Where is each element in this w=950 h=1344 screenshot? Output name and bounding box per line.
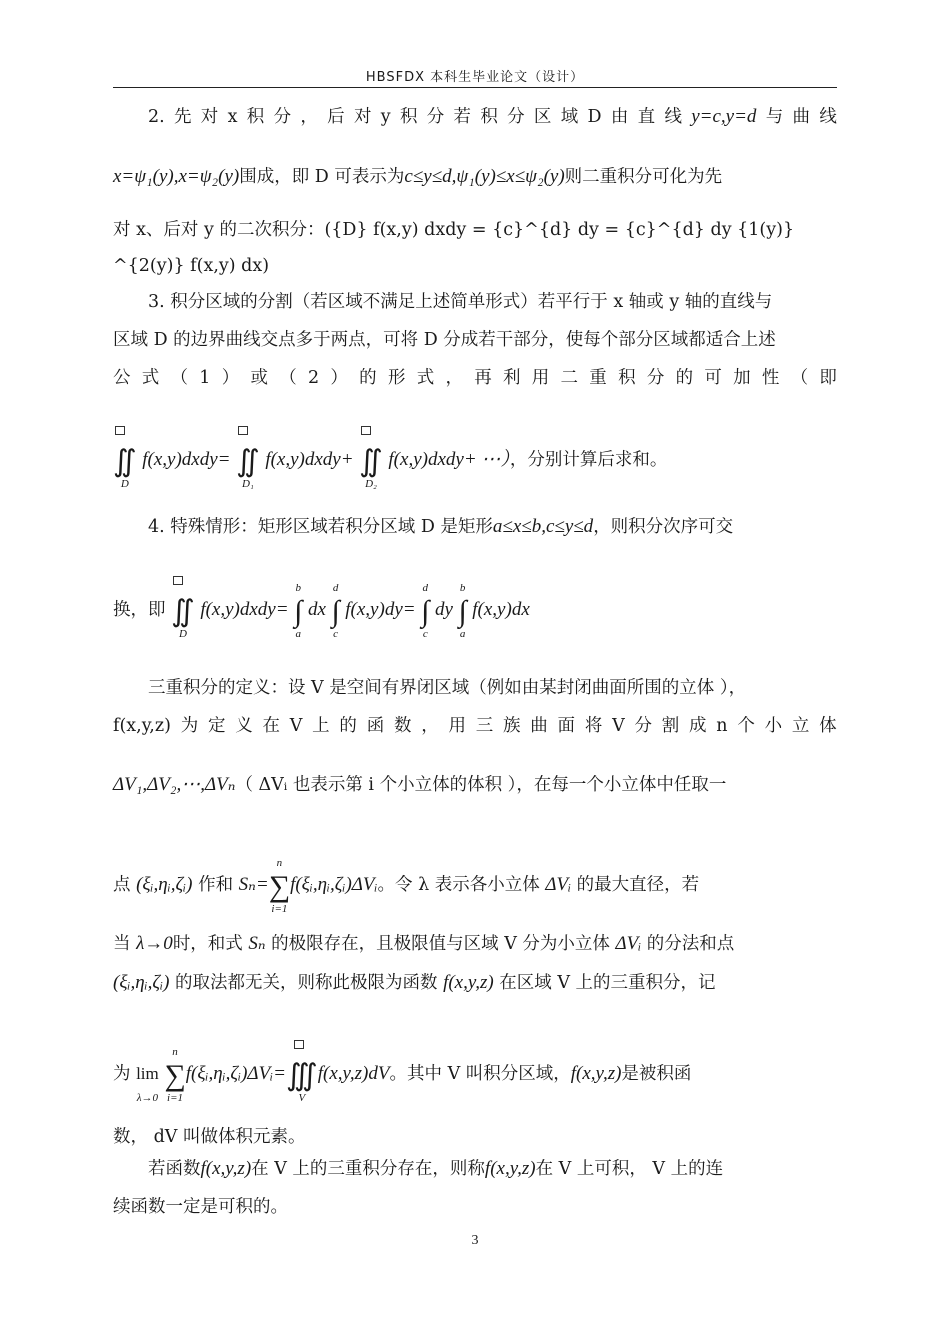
p5-math: f(x,y,z) bbox=[570, 1063, 622, 1084]
formula-term: f(x,y)dxdy bbox=[142, 449, 218, 470]
word: 分 bbox=[646, 368, 665, 388]
word: 线 bbox=[664, 107, 682, 127]
p5-math: f(ξᵢ,ηᵢ,ζᵢ)ΔVᵢ bbox=[290, 874, 378, 895]
p5-text: 在区域 V 上的三重积分，记 bbox=[493, 973, 716, 993]
p6-text: 在 V 上的三重积分存在，则称 bbox=[251, 1159, 485, 1179]
double-integral-symbol: ∬ bbox=[113, 445, 137, 478]
word: 积 bbox=[480, 107, 498, 127]
formula-part: f(x,y)dy= bbox=[345, 599, 416, 620]
word: 族 bbox=[503, 716, 521, 736]
header-rule bbox=[113, 87, 837, 88]
sum-lower: i=1 bbox=[271, 903, 288, 915]
word: f(x,y,z) bbox=[113, 716, 171, 736]
word: 性 bbox=[761, 368, 780, 388]
p2-text: 则二重积分可化为先 bbox=[564, 167, 723, 187]
p5-text: 。令 λ 表示各小立体 bbox=[377, 875, 546, 895]
word: 函 bbox=[366, 716, 385, 736]
word: ， bbox=[300, 107, 318, 127]
integral-symbol: ∫ bbox=[331, 595, 340, 628]
word: 与 bbox=[765, 107, 784, 127]
p4-formula-line bbox=[113, 582, 837, 640]
word: 在 bbox=[262, 716, 280, 736]
word: ， bbox=[445, 368, 463, 388]
p5-math: ΔVᵢ bbox=[615, 933, 642, 954]
p5-line-3 bbox=[113, 773, 837, 797]
word: 由 bbox=[610, 107, 629, 127]
p5-line-6 bbox=[113, 971, 837, 995]
word: 若 bbox=[453, 107, 472, 127]
word: 上 bbox=[312, 716, 330, 736]
word: 先 bbox=[174, 107, 192, 127]
p6-math: f(x,y,z) bbox=[200, 1158, 252, 1179]
word: ） bbox=[330, 368, 348, 388]
word: 即 bbox=[819, 368, 837, 388]
p2-math-region: c≤y≤d,ψ₁(y)≤x≤ψ₂(y) bbox=[404, 166, 565, 187]
p2-math-lines: y=c,y=d bbox=[691, 106, 757, 127]
p4-text: 换，即 bbox=[113, 600, 166, 620]
sum-symbol: ∑ bbox=[164, 1059, 186, 1092]
word: ， bbox=[421, 716, 439, 736]
p3-formula-line: ∬ D f(x,y)dxdy= ∬ D₁ f(x,y)dxdy+ ∬ D₂ f(x,y)dxdy+ ⋯），分别计算后求和。 bbox=[113, 448, 837, 474]
word: 或 bbox=[250, 368, 268, 388]
double-integral-symbol: ∬ bbox=[236, 445, 260, 478]
word: D bbox=[587, 107, 602, 127]
word: 再 bbox=[474, 368, 492, 388]
p4-text: 4. 特殊情形：矩形区域若积分区域 D 是矩形 bbox=[148, 517, 493, 537]
word: 积 bbox=[399, 107, 418, 127]
word: 定 bbox=[207, 716, 226, 736]
word: 直 bbox=[637, 107, 656, 127]
word: 曲 bbox=[792, 107, 811, 127]
word: 用 bbox=[531, 368, 550, 388]
integral-symbol: ∫ bbox=[294, 595, 303, 628]
word: 面 bbox=[557, 716, 576, 736]
integral-lower: c bbox=[422, 628, 428, 640]
word: 2. bbox=[148, 107, 165, 127]
p5-text: 作和 bbox=[192, 875, 239, 895]
word: 区 bbox=[533, 107, 552, 127]
word: 形 bbox=[387, 368, 406, 388]
p5-text: 。其中 V 叫积分区域， bbox=[389, 1064, 571, 1084]
sum-upper: n bbox=[276, 857, 283, 869]
word: 对 bbox=[353, 107, 372, 127]
placeholder-box-icon bbox=[115, 426, 125, 435]
word: x bbox=[227, 107, 238, 127]
placeholder-box-icon bbox=[238, 426, 248, 435]
integral-lower: c bbox=[333, 628, 339, 640]
triple-integral-symbol: ∭ bbox=[286, 1059, 318, 1092]
integral-sub: V bbox=[298, 1092, 306, 1104]
word: 个 bbox=[737, 716, 755, 736]
word: 立 bbox=[791, 716, 810, 736]
p4-math-rect: a≤x≤b,c≤y≤d bbox=[492, 516, 594, 537]
formula-part: f(x,y)dx bbox=[472, 599, 530, 620]
p5-text: 的极限存在，且极限值与区域 V 分为小立体 bbox=[265, 934, 616, 954]
p5-text: 为 bbox=[113, 1064, 137, 1084]
formula-term: f(x,y)dxdy bbox=[388, 449, 464, 470]
integral-upper: b bbox=[459, 582, 466, 594]
p3-line-1: 3. 积分区域的分割（若区域不满足上述简单形式）若平行于 x 轴或 y 轴的直线与 bbox=[148, 292, 773, 312]
p5-text: 是被积函 bbox=[621, 1064, 692, 1084]
p5-math: ΔVᵢ bbox=[545, 874, 572, 895]
word: 成 bbox=[689, 716, 707, 736]
word: 重 bbox=[589, 368, 607, 388]
sum-symbol: ∑ bbox=[268, 870, 291, 903]
p6-text: 若函数 bbox=[148, 1159, 201, 1179]
word: n bbox=[716, 716, 728, 736]
word: 利 bbox=[503, 368, 521, 388]
p5-text: 时，和式 bbox=[172, 934, 249, 954]
p5-math: Sₙ= bbox=[238, 874, 269, 895]
word: 为 bbox=[180, 716, 199, 736]
formula-term: f(x,y)dxdy bbox=[265, 449, 341, 470]
p4-text: ，则积分次序可交 bbox=[593, 517, 734, 537]
p5-line-4 bbox=[113, 857, 837, 915]
integral-upper: d bbox=[422, 582, 429, 594]
placeholder-box-icon bbox=[361, 426, 371, 435]
word: 后 bbox=[327, 107, 345, 127]
word: （ bbox=[790, 368, 809, 388]
sum-upper: n bbox=[172, 1046, 178, 1058]
word: （ bbox=[170, 368, 189, 388]
integral-sub: D bbox=[178, 628, 187, 640]
p5-math: f(x,y,z) bbox=[443, 972, 494, 993]
word: （ bbox=[279, 368, 297, 388]
word: 二 bbox=[560, 368, 579, 388]
word: 三 bbox=[475, 716, 494, 736]
word: 体 bbox=[819, 716, 837, 736]
lim-lower: λ→0 bbox=[136, 1092, 159, 1104]
p5-line-1: 三重积分的定义：设 V 是空间有界闭区域（例如由某封闭曲面所围的立体 ）， bbox=[148, 678, 747, 698]
integral-lower: a bbox=[459, 628, 466, 640]
word: 2 bbox=[308, 368, 320, 388]
word: 的 bbox=[675, 368, 694, 388]
placeholder-box-icon bbox=[294, 1040, 304, 1049]
p6-line-2: 续函数一定是可积的。 bbox=[113, 1197, 288, 1217]
word: V bbox=[289, 716, 303, 736]
word: 加 bbox=[733, 368, 751, 388]
word: 将 bbox=[584, 716, 603, 736]
placeholder-box-icon bbox=[173, 576, 183, 585]
word: y bbox=[380, 107, 391, 127]
word: 1 bbox=[199, 368, 211, 388]
p5-text: 点 bbox=[113, 875, 137, 895]
p5-line-2 bbox=[113, 714, 837, 738]
word: 可 bbox=[704, 368, 722, 388]
word: 的 bbox=[339, 716, 357, 736]
word: V bbox=[612, 716, 625, 736]
p5-math: (ξᵢ,ηᵢ,ζᵢ) bbox=[136, 874, 193, 895]
p5-line-7 bbox=[113, 1046, 837, 1104]
word: 曲 bbox=[530, 716, 548, 736]
integral-sub: D₂ bbox=[365, 478, 377, 490]
integral-upper: b bbox=[295, 582, 302, 594]
p3-text: ，分别计算后求和。 bbox=[509, 450, 668, 470]
integral-lower: a bbox=[295, 628, 302, 640]
p5-math: Sₙ bbox=[248, 933, 266, 954]
p5-math: f(ξᵢ,ηᵢ,ζᵢ)ΔVᵢ= bbox=[185, 1063, 287, 1084]
p5-math: (ξᵢ,ηᵢ,ζᵢ) bbox=[113, 972, 170, 993]
word: 分 bbox=[273, 107, 292, 127]
formula-tail: + ⋯） bbox=[463, 449, 510, 470]
p5-math: λ→0 bbox=[136, 933, 173, 954]
integral-sub: D₁ bbox=[242, 478, 254, 490]
sum-lower: i=1 bbox=[167, 1092, 184, 1104]
p5-line-8: 数， dV 叫做体积元素。 bbox=[113, 1127, 306, 1147]
word: 的 bbox=[359, 368, 377, 388]
integral-symbol: ∫ bbox=[458, 595, 467, 628]
p6-math: f(x,y,z) bbox=[484, 1158, 536, 1179]
integral-upper: d bbox=[332, 582, 339, 594]
word: 域 bbox=[560, 107, 579, 127]
p5-line-5 bbox=[113, 932, 837, 956]
integral-sub: D bbox=[120, 478, 129, 490]
word: 义 bbox=[235, 716, 253, 736]
p3-line-2: 区域 D 的边界曲线交点多于两点，可将 D 分成若干部分，使每个部分区域都适合上述 bbox=[113, 330, 776, 350]
formula-part: f(x,y)dxdy= bbox=[200, 599, 289, 620]
word: 分 bbox=[426, 107, 445, 127]
word: 对 bbox=[200, 107, 219, 127]
formula-part: dy bbox=[434, 599, 453, 620]
formula-part: dx bbox=[307, 599, 326, 620]
p3-line-3 bbox=[113, 366, 837, 390]
p2-line-2 bbox=[113, 165, 837, 189]
lim-word: lim bbox=[136, 1064, 159, 1083]
word: 分 bbox=[507, 107, 525, 127]
word: 小 bbox=[764, 716, 783, 736]
p2-math-curves: x=ψ₁(y),x=ψ₂(y) bbox=[113, 166, 240, 187]
p2-line-3: 对 x、后对 y 的二次积分：({D} f(x,y) dxdy = {c}^{d} dy = {c}^{d} dy {1(y)} bbox=[113, 220, 795, 240]
p6-text: 在 V 上可积， V 上的连 bbox=[535, 1159, 724, 1179]
word: 式 bbox=[141, 368, 160, 388]
word: 式 bbox=[416, 368, 435, 388]
p4-line-1 bbox=[148, 515, 837, 539]
word: 积 bbox=[618, 368, 636, 388]
p5-text: （ ΔVᵢ 也表示第 i 个小立体的体积 ），在每一个小立体中任取一 bbox=[235, 775, 727, 795]
p2-line-4: ^{2(y)} f(x,y) dx) bbox=[113, 256, 270, 276]
p2-text: 围成，即 D 可表示为 bbox=[239, 167, 405, 187]
word: 分 bbox=[634, 716, 652, 736]
p6-line-1 bbox=[148, 1157, 837, 1181]
integral-symbol: ∫ bbox=[421, 595, 430, 628]
p5-text: 当 bbox=[113, 934, 137, 954]
p2-line-1 bbox=[148, 105, 837, 129]
double-integral-symbol: ∬ bbox=[359, 445, 383, 478]
word: ） bbox=[221, 368, 240, 388]
word: 公 bbox=[113, 368, 131, 388]
p5-math-volumes: ΔV₁,ΔV₂,⋯,ΔVₙ bbox=[113, 774, 236, 795]
word: 用 bbox=[448, 716, 466, 736]
word: 积 bbox=[246, 107, 265, 127]
p5-text: 的分法和点 bbox=[641, 934, 735, 954]
word: 割 bbox=[661, 716, 680, 736]
page-number: 3 bbox=[471, 1233, 479, 1248]
page-header: HBSFDX 本科生毕业论文（设计） bbox=[365, 70, 585, 85]
p5-text: 的最大直径，若 bbox=[571, 875, 700, 895]
word: 数 bbox=[393, 716, 412, 736]
p5-text: 的取法都无关，则称此极限为函数 bbox=[169, 973, 444, 993]
word: 线 bbox=[819, 107, 837, 127]
p5-math: f(x,y,z)dV bbox=[317, 1063, 390, 1084]
double-integral-symbol: ∬ bbox=[171, 595, 195, 628]
